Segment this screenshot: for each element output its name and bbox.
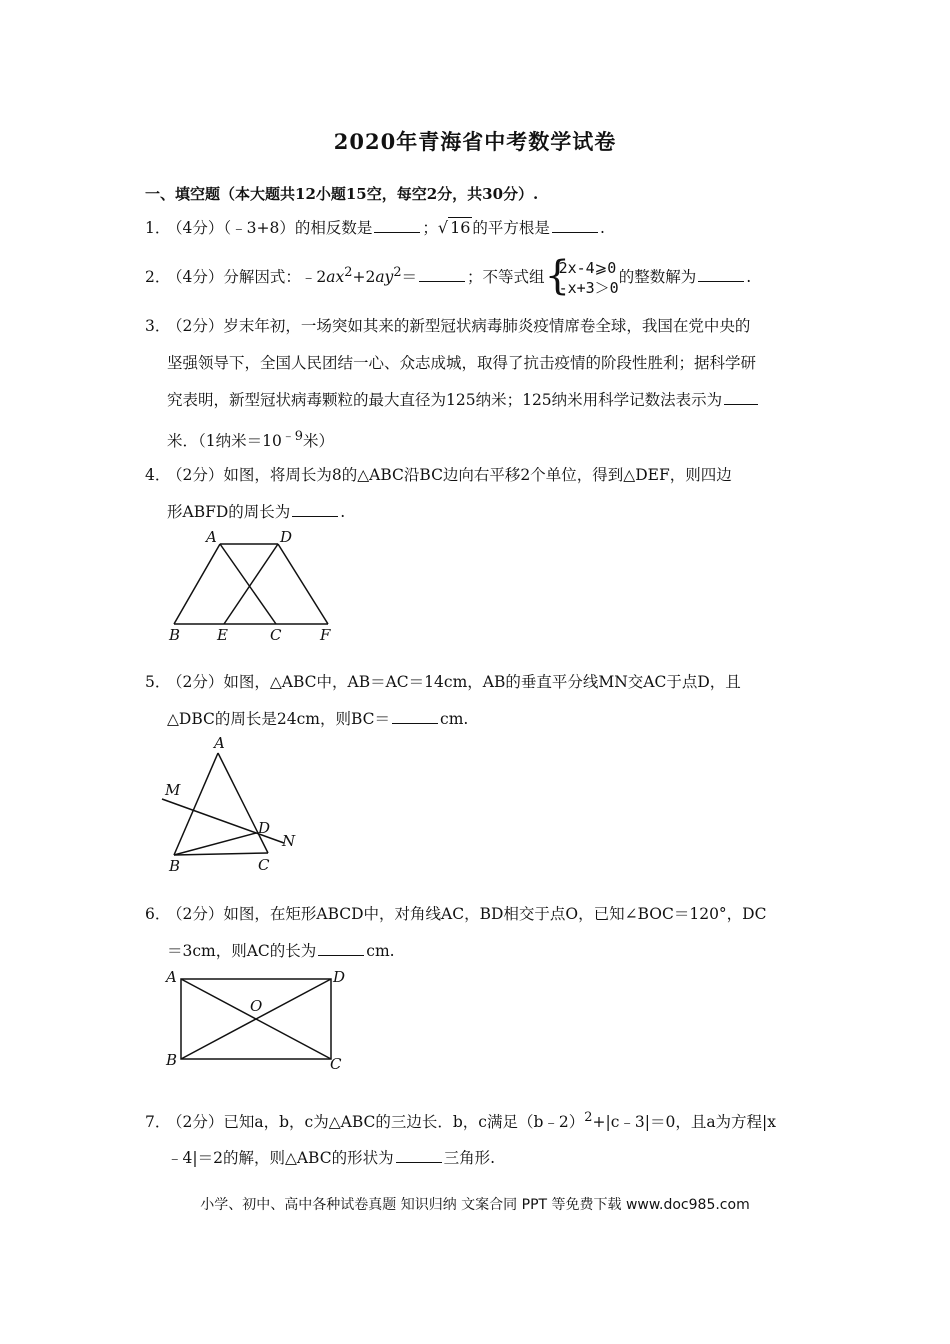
label-D: D [258, 819, 271, 837]
question-text: 岁末年初，一场突如其来的新型冠状病毒肺炎疫情席卷全球，我国在党中央的 [223, 317, 751, 335]
question-score: （2分） [167, 1113, 224, 1132]
label-D: D [333, 968, 346, 986]
label-B: B [169, 857, 181, 875]
question-2: 2．（4分）分解因式：$﹣2ax^2+2ay^2=$ ；不等式组 { 2x-4⩾0 -x+3＞0的整数解为 . [145, 253, 752, 299]
label-A: A [206, 528, 217, 546]
question-text-line [167, 939, 395, 961]
answer-blank [724, 390, 758, 405]
question-6 [145, 902, 766, 924]
question-number: 2． [145, 268, 171, 286]
question-3 [145, 314, 750, 336]
question-score: （2分） [167, 905, 224, 923]
inequality-system [544, 253, 619, 299]
inequality-1: 2x-4⩾0 [558, 259, 617, 277]
question-text: cm. [366, 942, 395, 960]
section-heading: 一、填空题（本大题共12小题15空，每空2分，共30分）. [145, 185, 539, 203]
page-title: 2020年青海省中考数学试卷 [333, 129, 617, 154]
question-text: 坚强领导下，全国人民团结一心、众志成城，取得了抗击疫情的阶段性胜利；据科学研 [167, 354, 757, 372]
brace-icon: { [544, 253, 571, 299]
answer-blank [318, 941, 364, 956]
question-number: 3． [145, 317, 171, 335]
exponent: ﹣9 [281, 429, 303, 444]
question-text: 究表明，新型冠状病毒颗粒的最大直径为125纳米；125纳米用科学记数法表示为 [167, 391, 723, 409]
question-text: . [599, 219, 605, 237]
question-text: 米．（1纳米＝10 [167, 432, 282, 451]
answer-blank [374, 218, 420, 233]
answer-blank [392, 709, 438, 724]
question-number: 1． [145, 219, 171, 237]
label-A: A [166, 968, 177, 986]
label-B: B [166, 1051, 178, 1069]
triangle-figure [160, 733, 310, 875]
question-text: △DBC的周长是24cm，则BC＝ [167, 710, 391, 728]
label-D: D [280, 528, 293, 546]
radicand: 16 [450, 218, 471, 237]
question-number: 7． [145, 1113, 171, 1132]
label-B: B [169, 626, 181, 644]
question-text: cm. [440, 710, 469, 728]
question-score: （2分） [167, 466, 224, 484]
question-text: ＝ [401, 268, 418, 286]
question-text: 分解因式：﹣2 [223, 268, 327, 286]
question-1 [145, 216, 605, 238]
question-text: 的平方根是 [472, 219, 550, 237]
question-4 [145, 463, 732, 485]
question-text: （﹣3+8）的相反数是 [223, 219, 373, 237]
question-text: 已知a，b，c为△ABC的三边长．b，c满足（b﹣2） [223, 1113, 585, 1132]
question-score: （4分） [167, 268, 224, 286]
question-text: 如图，△ABC中，AB＝AC＝14cm，AB的垂直平分线MN交AC于点D，且 [223, 673, 741, 691]
question-text: 如图，将周长为8的△ABC沿BC边向右平移2个单位，得到△DEF，则四边 [223, 466, 732, 484]
answer-blank [292, 502, 338, 517]
answer-blank [396, 1148, 442, 1163]
question-text: +2 [352, 268, 376, 286]
label-F: F [320, 626, 331, 644]
label-C: C [330, 1055, 342, 1073]
sqrt-expression: √ 16 [437, 218, 471, 237]
label-A: A [214, 734, 225, 752]
exponent: 2 [584, 1110, 593, 1125]
label-M: M [165, 781, 181, 799]
question-text-line [167, 425, 334, 451]
question-text: 三角形. [443, 1149, 496, 1167]
question-score: （4分） [167, 219, 224, 237]
label-N: N [282, 832, 296, 850]
question-score: （2分） [167, 673, 224, 691]
question-score: （2分） [167, 317, 224, 335]
label-E: E [217, 626, 228, 644]
question-number: 5． [145, 673, 171, 691]
question-text: . [340, 503, 346, 521]
question-text: 如图，在矩形ABCD中，对角线AC，BD相交于点O，已知∠BOC＝120°，DC [223, 905, 767, 923]
label-O: O [250, 997, 263, 1015]
question-text: +|c﹣3|＝0，且a为方程|x [592, 1113, 777, 1132]
answer-blank [698, 267, 744, 282]
question-7 [145, 1110, 776, 1132]
question-text: ； [422, 219, 438, 237]
question-text: . [746, 268, 752, 286]
question-number: 6． [145, 905, 171, 923]
question-text-line [167, 500, 345, 522]
footer-text: 小学、初中、高中各种试卷真题 知识归纳 文案合同 PPT 等免费下载 www.doc985.com [200, 1197, 750, 1213]
question-text-line [167, 388, 760, 410]
question-text-line [167, 1146, 495, 1168]
question-text: ；不等式组 [467, 268, 545, 286]
rectangle-figure [160, 965, 360, 1077]
label-C: C [258, 856, 270, 874]
trapezoid-figure [160, 528, 340, 646]
answer-blank [552, 218, 598, 233]
question-number: 4． [145, 466, 171, 484]
question-text: 米） [302, 432, 334, 451]
question-text: 的整数解为 [618, 268, 697, 286]
question-5 [145, 670, 741, 692]
question-text: ＝3cm，则AC的长为 [167, 942, 317, 960]
label-C: C [270, 626, 282, 644]
inequality-2: -x+3＞0 [558, 279, 619, 297]
question-text: 形ABFD的周长为 [167, 503, 291, 521]
answer-blank [419, 267, 465, 282]
question-text: ﹣4|＝2的解，则△ABC的形状为 [167, 1149, 394, 1167]
question-text-line [167, 707, 468, 729]
